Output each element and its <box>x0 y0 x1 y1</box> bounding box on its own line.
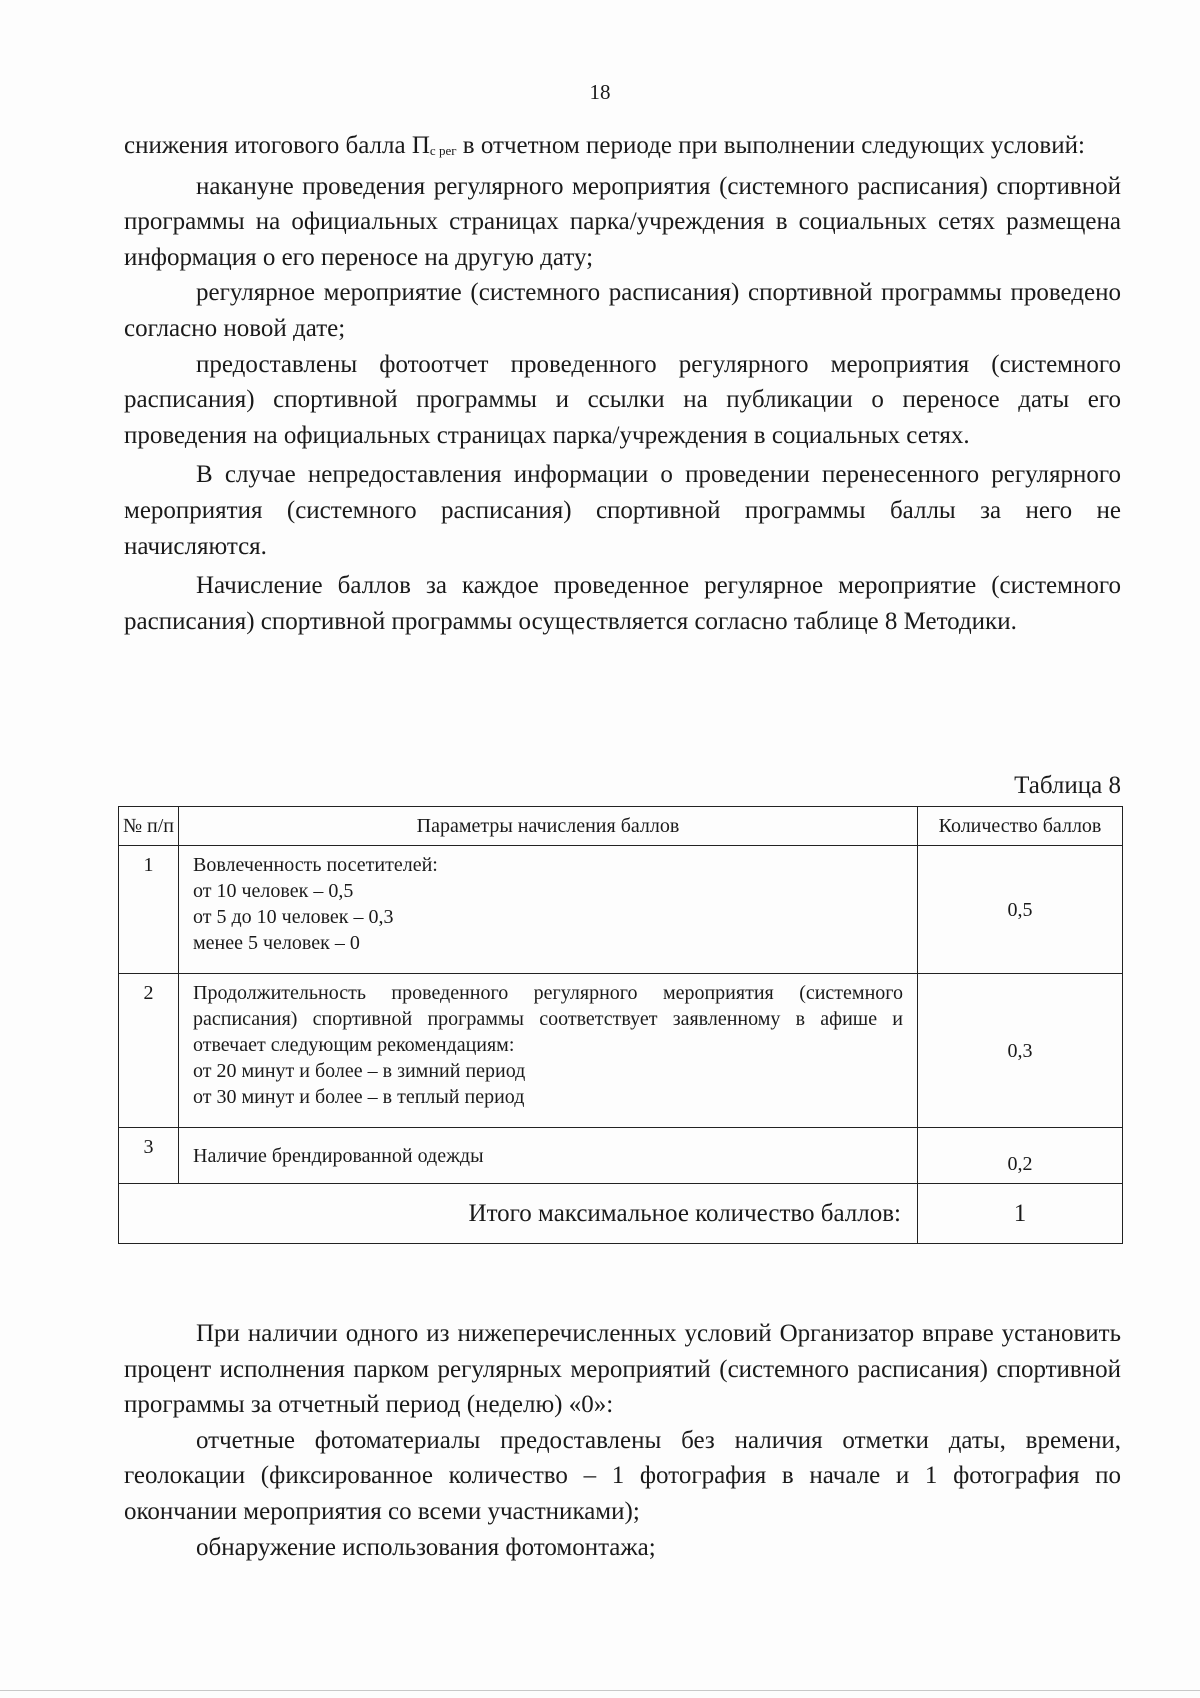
table-row <box>119 974 1123 1128</box>
paragraph-8: отчетные фотоматериалы предоставлены без наличия отметки даты, времени, геолокации (фиксированное количество – 1 фотография в начале и 1 фотография по окончании мероприятия со всеми участниками); <box>124 1426 1121 1525</box>
param-line: от 30 минут и более – в теплый период <box>193 1086 525 1108</box>
row-score: 0,3 <box>918 974 1123 1128</box>
row-score: 0,5 <box>918 846 1123 974</box>
paragraph-9: обнаружение использования фотомонтажа; <box>196 1533 656 1561</box>
table-row <box>119 846 1123 974</box>
body-text-bottom <box>124 1316 1121 1565</box>
param-line: от 10 человек – 0,5 <box>193 880 354 902</box>
paragraph-2: накануне проведения регулярного мероприятия (системного расписания) спортивной программы на официальных страницах парка/учреждения в социальных сетях размещена информация о его переносе на другую дату; <box>124 172 1121 271</box>
table-header-row <box>119 807 1123 846</box>
total-score: 1 <box>918 1184 1123 1244</box>
scan-edge-line <box>0 1690 1200 1691</box>
index-subscript: с рег <box>429 143 457 158</box>
row-number: 3 <box>119 1128 179 1184</box>
row-parameters <box>179 974 918 1128</box>
header-score: Количество баллов <box>918 807 1123 846</box>
param-line: от 5 до 10 человек – 0,3 <box>193 906 394 928</box>
header-parameters: Параметры начисления баллов <box>179 807 918 846</box>
paragraph-6: Начисление баллов за каждое проведенное регулярное мероприятие (системного расписания) спортивной программы осуществляется согласно таблице 8 Методики. <box>124 572 1121 635</box>
row-number: 1 <box>119 846 179 974</box>
paragraph-1-start: снижения итогового балла П <box>124 132 430 159</box>
table-row <box>119 1128 1123 1184</box>
body-text-top <box>124 128 1121 639</box>
table-caption: Таблица 8 <box>1014 772 1121 799</box>
total-label: Итого максимальное количество баллов: <box>119 1184 918 1244</box>
row-score: 0,2 <box>918 1128 1123 1184</box>
table-total-row <box>119 1184 1123 1244</box>
param-line: Наличие брендированной одежды <box>193 1144 484 1167</box>
paragraph-4: предоставлены фотоотчет проведенного регулярного мероприятия (системного расписания) спортивной программы и ссылки на публикации о переносе даты его проведения на официальных страницах парка/учреждения в социальных сетях. <box>124 350 1121 449</box>
header-number: № п/п <box>119 807 179 846</box>
param-line: Вовлеченность посетителей: <box>193 854 438 876</box>
param-line: менее 5 человек – 0 <box>193 932 360 954</box>
paragraph-3: регулярное мероприятие (системного расписания) спортивной программы проведено согласно новой дате; <box>124 279 1121 342</box>
page-number: 18 <box>589 80 611 104</box>
paragraph-5: В случае непредоставления информации о проведении перенесенного регулярного мероприятия (системного расписания) спортивной программы баллы за него не начисляются. <box>124 461 1121 560</box>
row-parameters <box>179 846 918 974</box>
paragraph-7: При наличии одного из нижеперечисленных условий Организатор вправе установить процент исполнения парком регулярных мероприятий (системного расписания) спортивной программы за отчетный период (неделю) «0»: <box>124 1320 1121 1419</box>
paragraph-1-end: в отчетном периоде при выполнении следующих условий: <box>456 132 1085 159</box>
row-parameters <box>179 1128 918 1184</box>
paragraph-1 <box>124 128 1121 169</box>
param-lead: Продолжительность проведенного регулярного мероприятия (системного расписания) спортивной программы соответствует заявленному в афише и отвечает следующим рекомендациям: <box>193 982 903 1056</box>
row-number: 2 <box>119 974 179 1128</box>
param-line: от 20 минут и более – в зимний период <box>193 1060 526 1082</box>
scoring-table <box>118 806 1123 1244</box>
